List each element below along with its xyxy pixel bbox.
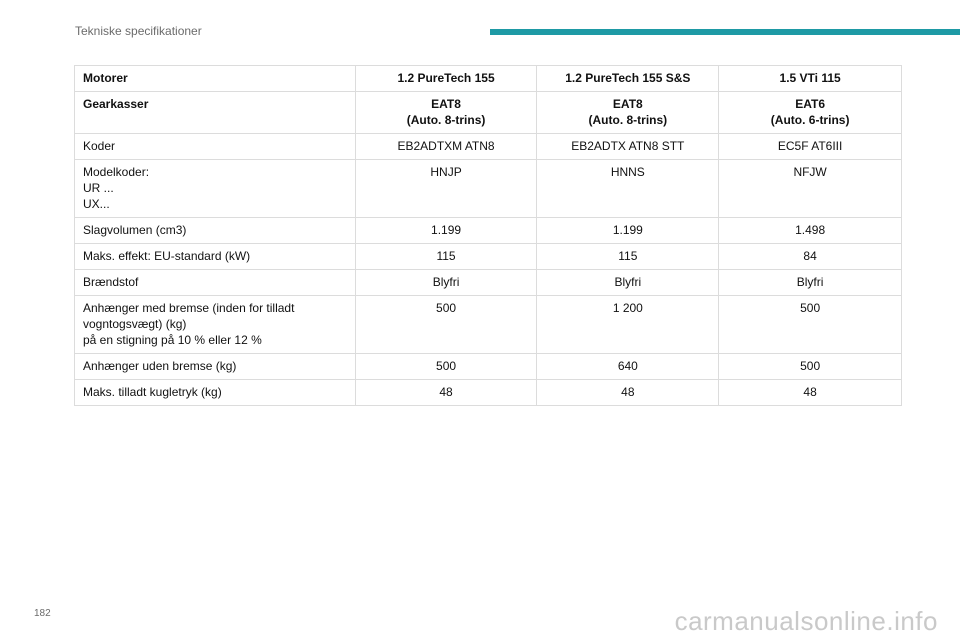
table-row — [75, 270, 902, 296]
table-row — [75, 296, 902, 354]
table-row — [75, 380, 902, 406]
table-cell: 500 — [355, 354, 537, 380]
row-label: Gearkasser — [75, 92, 356, 134]
table-cell: 84 — [719, 244, 902, 270]
table-row — [75, 244, 902, 270]
table-header-row — [75, 66, 902, 92]
table-cell: HNJP — [355, 160, 537, 218]
table-cell: Blyfri — [355, 270, 537, 296]
table-cell: 115 — [537, 244, 719, 270]
watermark[interactable]: carmanualsonline.info — [674, 606, 938, 636]
table-cell: 500 — [719, 296, 902, 354]
table-row — [75, 92, 902, 134]
table-cell: 48 — [355, 380, 537, 406]
table-cell: EC5F AT6III — [719, 134, 902, 160]
table-row — [75, 218, 902, 244]
table-cell: 640 — [537, 354, 719, 380]
table-cell: 1.199 — [537, 218, 719, 244]
header-accent-bar — [490, 29, 960, 35]
table-cell: 500 — [719, 354, 902, 380]
row-label: Maks. tilladt kugletryk (kg) — [75, 380, 356, 406]
table-row — [75, 160, 902, 218]
section-title: Tekniske specifikationer — [75, 24, 202, 38]
table-cell: Blyfri — [719, 270, 902, 296]
column-header: Motorer — [75, 66, 356, 92]
column-header: 1.2 PureTech 155 — [355, 66, 537, 92]
column-header: 1.2 PureTech 155 S&S — [537, 66, 719, 92]
table-cell: EB2ADTXM ATN8 — [355, 134, 537, 160]
table-cell: 500 — [355, 296, 537, 354]
row-label: Anhænger med bremse (inden for tilladt vogntogsvægt) (kg) på en stigning på 10 % eller 12 % — [75, 296, 356, 354]
table-cell: 1.498 — [719, 218, 902, 244]
table-cell: 48 — [719, 380, 902, 406]
table-cell: 48 — [537, 380, 719, 406]
row-label: Slagvolumen (cm3) — [75, 218, 356, 244]
table-cell: 115 — [355, 244, 537, 270]
row-label: Koder — [75, 134, 356, 160]
row-label: Anhænger uden bremse (kg) — [75, 354, 356, 380]
table-cell: EAT8 (Auto. 8-trins) — [355, 92, 537, 134]
page-number: 182 — [34, 608, 51, 619]
table-cell: HNNS — [537, 160, 719, 218]
table-cell: 1 200 — [537, 296, 719, 354]
table-cell: Blyfri — [537, 270, 719, 296]
table-row — [75, 134, 902, 160]
table-row — [75, 354, 902, 380]
engine-spec-table — [74, 65, 902, 406]
column-header: 1.5 VTi 115 — [719, 66, 902, 92]
table-cell: EB2ADTX ATN8 STT — [537, 134, 719, 160]
row-label: Brændstof — [75, 270, 356, 296]
table-cell: 1.199 — [355, 218, 537, 244]
table-cell: NFJW — [719, 160, 902, 218]
table-cell: EAT8 (Auto. 8-trins) — [537, 92, 719, 134]
row-label: Maks. effekt: EU-standard (kW) — [75, 244, 356, 270]
row-label: Modelkoder: UR ... UX... — [75, 160, 356, 218]
table-cell: EAT6 (Auto. 6-trins) — [719, 92, 902, 134]
